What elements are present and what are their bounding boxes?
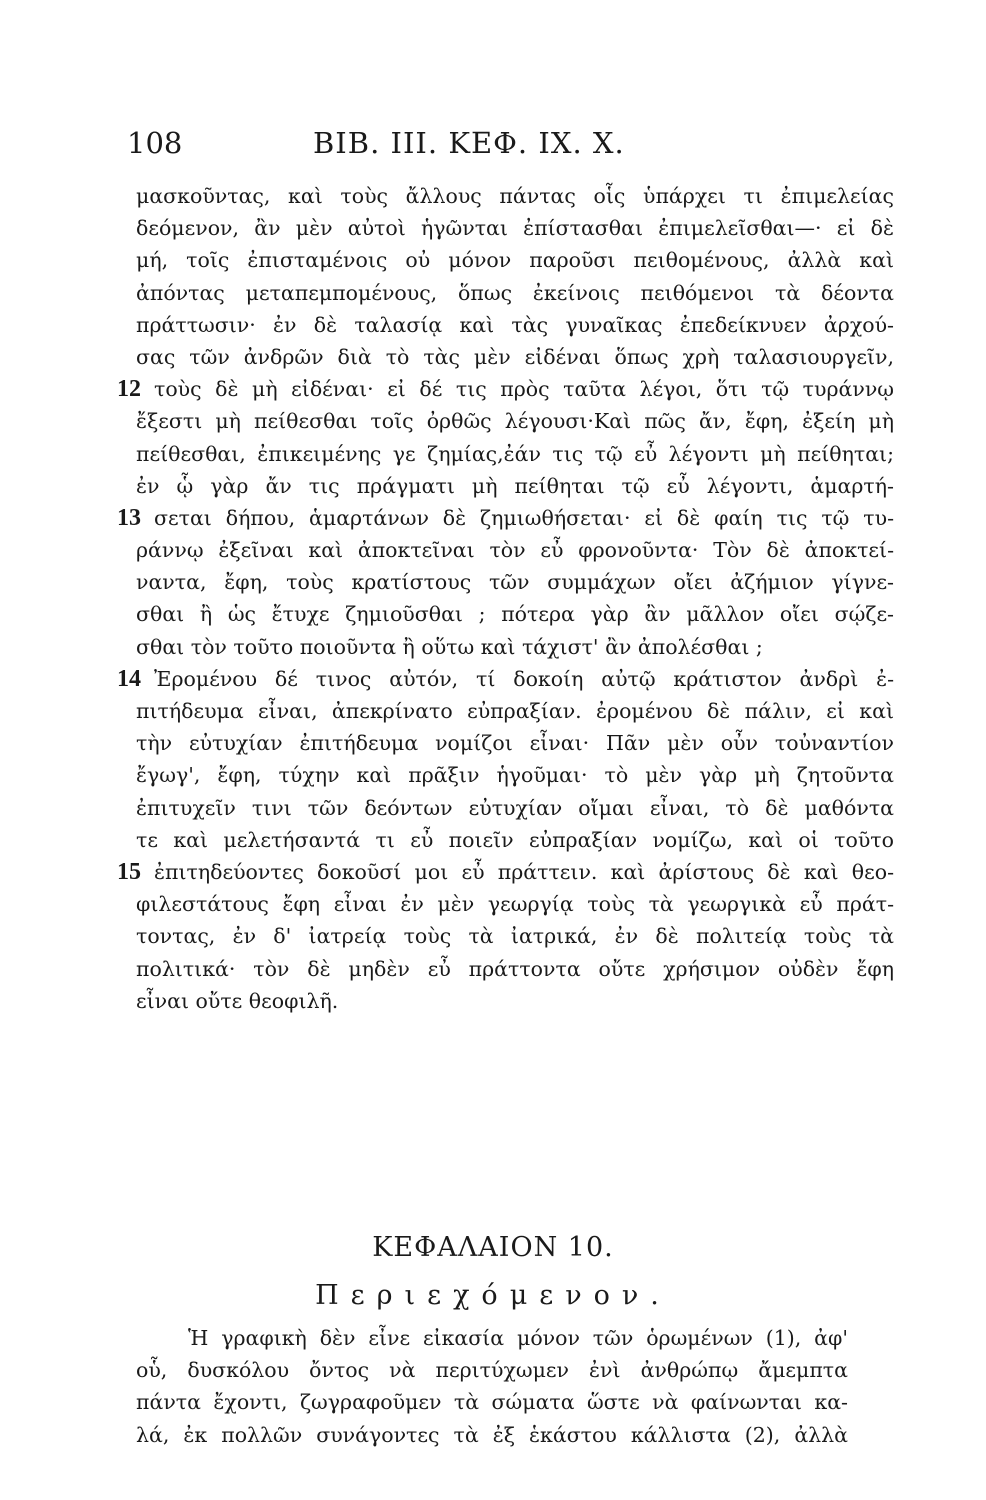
line-text: τοὺς δὲ μὴ εἰδέναι· εἰ δέ τις πρὸς ταῦτα λέγοι, ὅτι τῷ τυράννῳ: [154, 377, 894, 402]
line-text: ράννῳ ἐξεῖναι καὶ ἀποκτεῖναι τὸν εὖ φρονοῦντα· Τὸν δὲ ἀποκτεί-: [136, 538, 894, 563]
section-number: 14: [117, 665, 141, 692]
line-text: φιλεστάτους ἔφη εἶναι ἐν μὲν γεωργίᾳ τοὺς τὰ γεωργικὰ εὖ πράτ-: [136, 892, 894, 917]
section-number: 12: [117, 376, 141, 403]
line-text: μή, τοῖς ἐπισταμένοις οὐ μόνον παροῦσι πειθομένους, ἀλλὰ καὶ: [136, 248, 894, 273]
text-line: [127, 631, 894, 663]
line-text: ἐπιτυχεῖν τινι τῶν δεόντων εὐτυχίαν οἴμαι εἶναι, τὸ δὲ μαθόντα: [136, 795, 894, 820]
page-header: [127, 126, 867, 170]
text-line: [117, 856, 894, 888]
line-text: τε καὶ μελετήσαντά τι εὖ ποιεῖν εὐπραξίαν νομίζω, καὶ οἱ τοῦτο: [136, 827, 894, 852]
chapter-line: [136, 1419, 848, 1451]
text-line: [127, 888, 894, 920]
chapter-line: [136, 1322, 848, 1354]
text-line: [127, 695, 894, 727]
text-line: [127, 566, 894, 598]
line-text: δεόμενον, ἂν μὲν αὐτοὶ ἡγῶνται ἐπίστασθαι ἐπιμελεῖσθαι—· εἰ δὲ: [136, 216, 894, 241]
line-text: τὴν εὐτυχίαν ἐπιτήδευμα νομίζοι εἶναι· Πᾶν μὲν οὖν τοὐναντίον: [136, 731, 894, 756]
text-line: [127, 953, 894, 985]
text-line: [127, 180, 894, 212]
text-line: [127, 534, 894, 566]
text-line: [127, 792, 894, 824]
page-number: 108: [127, 126, 183, 160]
line-text: σεται δήπου, ἁμαρτάνων δὲ ζημιωθήσεται· εἰ δὲ φαίη τις τῷ τυ-: [154, 505, 894, 530]
chapter-text: [136, 1322, 896, 1451]
line-text: πολιτικά· τὸν δὲ μηδὲν εὖ πράττοντα οὔτε χρήσιμον οὐδὲν ἔφη: [136, 956, 894, 981]
section-number: 13: [117, 504, 141, 531]
text-line: [117, 373, 894, 405]
line-text: σας τῶν ἀνδρῶν διὰ τὸ τὰς μὲν εἰδέναι ὅπως χρὴ ταλασιουργεῖν,: [136, 344, 894, 369]
text-line: [127, 341, 894, 373]
text-line: [127, 759, 894, 791]
text-line: [127, 824, 894, 856]
line-text: ἔξεστι μὴ πείθεσθαι τοῖς ὀρθῶς λέγουσι·Καὶ πῶς ἄν, ἔφη, ἐξείη μὴ: [136, 409, 894, 434]
line-text: πείθεσθαι, ἐπικειμένης γε ζημίας,ἐάν τις τῷ εὖ λέγοντι μὴ πείθηται;: [136, 441, 894, 466]
line-text: Ἡ γραφικὴ δὲν εἶνε εἰκασία μόνον τῶν ὁρωμένων (1), ἀφ': [188, 1326, 848, 1350]
line-text: ἔγωγ', ἔφη, τύχην καὶ πρᾶξιν ἡγοῦμαι· τὸ μὲν γὰρ μὴ ζητοῦντα: [136, 763, 894, 788]
line-text: οὗ, δυσκόλου ὄντος νὰ περιτύχωμεν ἐνὶ ἀνθρώπῳ ἄμεμπτα: [136, 1358, 848, 1383]
text-line: [127, 212, 894, 244]
section-number: 15: [117, 858, 141, 885]
chapter-title: ΚΕΦΑΛΑΙΟΝ 10.: [372, 1232, 614, 1263]
line-text: πιτήδευμα εἶναι, ἀπεκρίνατο εὐπραξίαν. ἐρομένου δὲ πάλιν, εἰ καὶ: [136, 699, 894, 723]
line-text: πράττωσιν· ἐν δὲ ταλασίᾳ καὶ τὰς γυναῖκας ἐπεδείκνυεν ἀρχού-: [136, 312, 894, 337]
text-line: [127, 277, 894, 309]
line-text: ναντα, ἔφη, τοὺς κρατίστους τῶν συμμάχων οἴει ἀζήμιον γίγνε-: [136, 570, 894, 595]
text-line: [117, 502, 894, 534]
line-text: ἐν ᾧ γὰρ ἄν τις πράγματι μὴ πείθηται τῷ εὖ λέγοντι, ἁμαρτή-: [136, 473, 894, 498]
line-text: ἀπόντας μεταπεμπομένους, ὅπως ἐκείνοις πειθόμενοι τὰ δέοντα: [136, 280, 894, 305]
text-line: [127, 470, 894, 502]
text-line: [127, 598, 894, 630]
text-line: [127, 985, 894, 1017]
line-text: πάντα ἔχοντι, ζωγραφοῦμεν τὰ σώματα ὥστε νὰ φαίνωνται κα-: [136, 1390, 848, 1415]
text-line: [127, 309, 894, 341]
text-line: [127, 438, 894, 470]
line-text: σθαι τὸν τοῦτο ποιοῦντα ἢ οὕτω καὶ τάχιστ' ἂν ἀπολέσθαι ;: [136, 634, 763, 659]
line-text: μασκοῦντας, καὶ τοὺς ἄλλους πάντας οἷς ὑπάρχει τι ἐπιμελείας: [136, 184, 894, 208]
line-text: σθαι ἢ ὡς ἔτυχε ζημιοῦσθαι ; πότερα γὰρ ἂν μᾶλλον οἴει σῴζε-: [136, 602, 894, 627]
line-text: εἶναι οὔτε θεοφιλῆ.: [136, 988, 339, 1013]
line-text: ἐπιτηδεύοντες δοκοῦσί μοι εὖ πράττειν. καὶ ἀρίστους δὲ καὶ θεο-: [154, 859, 894, 884]
line-text: τοντας, ἐν δ' ἰατρείᾳ τοὺς τὰ ἰατρικά, ἐν δὲ πολιτείᾳ τοὺς τὰ: [136, 924, 894, 949]
line-text: Ἐρομένου δέ τινος αὐτόν, τί δοκοίη αὐτῷ κράτιστον ἀνδρὶ ἐ-: [154, 666, 894, 691]
chapter-line: [136, 1354, 848, 1386]
text-line: [127, 244, 894, 276]
text-line: [127, 727, 894, 759]
text-line: [127, 405, 894, 437]
chapter-line: [136, 1386, 848, 1418]
chapter-subtitle: Περιεχόμενον.: [315, 1280, 671, 1311]
line-text: λά, ἐκ πολλῶν συνάγοντες τὰ ἐξ ἑκάστου κάλλιστα (2), ἀλλὰ: [136, 1422, 848, 1447]
text-line: [117, 663, 894, 695]
text-line: [127, 920, 894, 952]
running-head: ΒΙΒ. ΙΙΙ. ΚΕΦ. ΙΧ. Χ.: [313, 126, 625, 160]
body-text: [117, 180, 907, 1017]
